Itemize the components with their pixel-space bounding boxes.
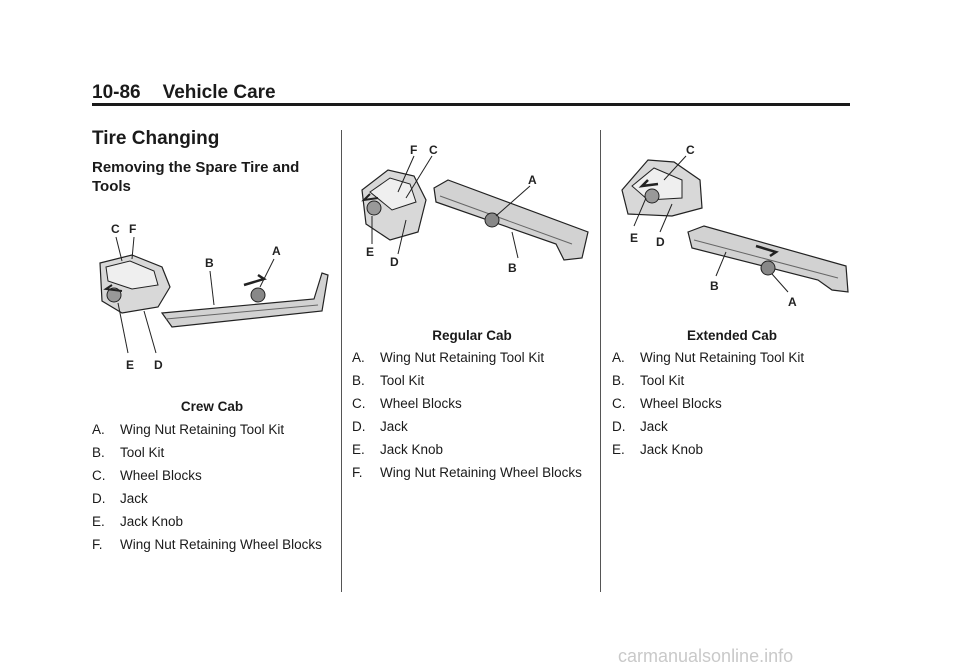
label-b: B bbox=[710, 279, 719, 293]
label-d: D bbox=[656, 235, 665, 249]
label-c: C bbox=[429, 143, 438, 157]
label-b: B bbox=[508, 261, 517, 275]
leader-d bbox=[144, 311, 156, 353]
leader-a bbox=[260, 259, 274, 287]
list-item: D. Jack bbox=[612, 419, 668, 434]
list-item: B. Tool Kit bbox=[612, 373, 685, 388]
leader-a bbox=[772, 274, 788, 292]
label-b: B bbox=[205, 256, 214, 270]
label-a: A bbox=[528, 173, 537, 187]
crew-cab-legend bbox=[92, 422, 332, 560]
crew-cab-caption: Crew Cab bbox=[180, 399, 244, 414]
page-header bbox=[92, 82, 298, 104]
extended-wing-nut bbox=[761, 261, 775, 275]
label-c: C bbox=[686, 143, 695, 157]
leader-b bbox=[210, 271, 214, 305]
list-item: F. Wing Nut Retaining Wheel Blocks bbox=[92, 537, 322, 552]
list-item: A. Wing Nut Retaining Tool Kit bbox=[612, 350, 805, 365]
header-rule bbox=[92, 103, 850, 106]
list-item: B. Tool Kit bbox=[352, 373, 425, 388]
list-item: F. Wing Nut Retaining Wheel Blocks bbox=[352, 465, 582, 480]
label-e: E bbox=[126, 358, 135, 372]
watermark: carmanualsonline.info bbox=[618, 646, 794, 666]
label-f: F bbox=[129, 222, 137, 236]
list-item: E. Jack Knob bbox=[352, 442, 444, 457]
extended-cab-caption: Extended Cab bbox=[686, 328, 778, 343]
list-item: E. Jack Knob bbox=[92, 514, 184, 529]
list-item: D. Jack bbox=[92, 491, 148, 506]
label-a: A bbox=[272, 244, 281, 258]
extended-cab-legend bbox=[612, 350, 852, 465]
extended-cab-illustration bbox=[612, 140, 852, 310]
page-number: 10-86 bbox=[92, 82, 141, 103]
extended-jack-knob bbox=[645, 189, 659, 203]
section-title: Vehicle Care bbox=[162, 82, 276, 103]
column-divider-1 bbox=[341, 130, 342, 592]
label-a: A bbox=[788, 295, 797, 309]
label-d: D bbox=[390, 255, 399, 269]
section-subtitle: Removing the Spare Tire and Tools bbox=[92, 159, 300, 195]
list-item: B. Tool Kit bbox=[92, 445, 165, 460]
list-item: A. Wing Nut Retaining Tool Kit bbox=[92, 422, 285, 437]
label-f: F bbox=[410, 143, 418, 157]
list-item: A. Wing Nut Retaining Tool Kit bbox=[352, 350, 545, 365]
crew-wing-nut bbox=[251, 288, 265, 302]
regular-jack-knob bbox=[367, 201, 381, 215]
crew-arrow-2 bbox=[244, 275, 264, 285]
regular-cab-legend bbox=[352, 350, 592, 488]
page-title: Tire Changing bbox=[92, 128, 220, 149]
crew-cab-illustration bbox=[92, 215, 332, 375]
label-e: E bbox=[630, 231, 639, 245]
label-d: D bbox=[154, 358, 163, 372]
regular-tool-kit bbox=[434, 180, 588, 260]
regular-cab-illustration bbox=[352, 140, 592, 280]
regular-cab-caption: Regular Cab bbox=[432, 328, 512, 343]
label-c: C bbox=[111, 222, 120, 236]
crew-tool-kit bbox=[162, 273, 328, 327]
list-item: C. Wheel Blocks bbox=[92, 468, 202, 483]
list-item: C. Wheel Blocks bbox=[612, 396, 722, 411]
leader-b bbox=[512, 232, 518, 258]
list-item: D. Jack bbox=[352, 419, 408, 434]
list-item: C. Wheel Blocks bbox=[352, 396, 462, 411]
list-item: E. Jack Knob bbox=[612, 442, 704, 457]
column-divider-2 bbox=[600, 130, 601, 592]
label-e: E bbox=[366, 245, 375, 259]
leader-c bbox=[116, 237, 122, 261]
